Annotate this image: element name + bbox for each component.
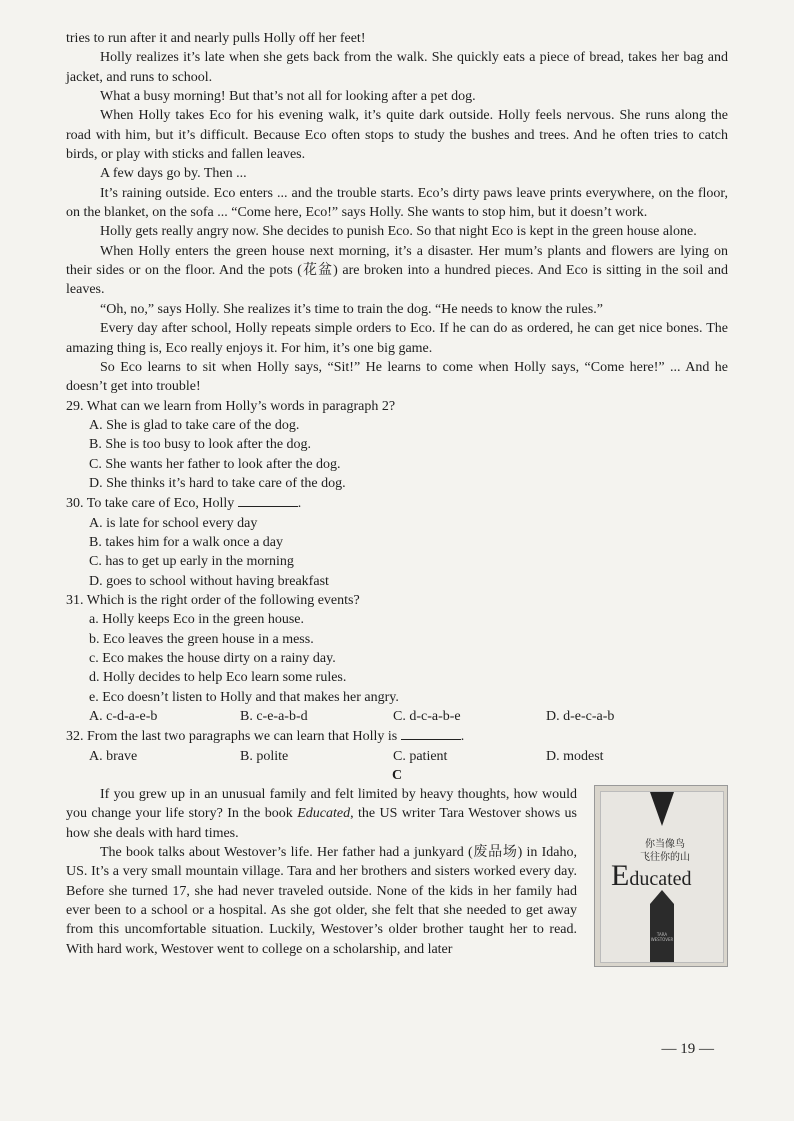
passage-paragraph: The book talks about Westover’s life. Her father had a junkyard (废品场) in Idaho, US. It’s a very small mountain village. Tara and her brothers and sisters worked every day. Before she turned 17, she had never traveled outside. None of the kids in her family had ever been to a school or a hospital. As she got older, she felt that she needed to get away from this uncomfortable situation. Luckily, Westover’s older brother taught her to read. With hard work, Westover went to college on a scholarship, and later: [66, 845, 577, 957]
question-stem-row: 32. From the last two paragraphs we can learn that Holly is .: [66, 726, 728, 746]
pencil-eraser-icon: [650, 792, 674, 826]
story-paragraph: It’s raining outside. Eco enters ... and the trouble starts. Eco’s dirty paws leave prints everywhere, on the floor, on the blanket, on the sofa ... “Come here, Eco!” says Holly. She wants to stop him, but it doesn’t work.: [66, 185, 728, 221]
option-a: A. She is glad to take care of the dog.: [89, 417, 300, 433]
book-title-rest: ducated: [629, 868, 692, 891]
book-title-initial: E: [611, 859, 630, 893]
question-stem: 31. Which is the right order of the following events?: [66, 592, 360, 608]
section-label: C: [391, 768, 403, 784]
book-cover-inner: [600, 791, 724, 963]
option-b: B. c-e-a-b-d: [240, 709, 308, 725]
question-stem: 30. To take care of Eco, Holly: [66, 496, 235, 512]
story-paragraph: What a busy morning! But that’s not all for looking after a pet dog.: [100, 89, 476, 105]
story-paragraph: Holly realizes it’s late when she gets back from the walk. She quickly eats a piece of bread, takes her bag and jacket, and runs to school.: [66, 50, 728, 85]
question-stem-row: 30. To take care of Eco, Holly .: [66, 493, 728, 513]
answer-blank: [238, 493, 298, 507]
event-c: c. Eco makes the house dirty on a rainy day.: [89, 651, 336, 666]
options-row: [66, 747, 728, 766]
page-number: — 19 —: [661, 1041, 714, 1057]
book-cover-image: [594, 785, 728, 967]
story-paragraph: Every day after school, Holly repeats simple orders to Eco. If he can do as ordered, he can get nice bones. The amazing thing is, Eco really enjoys it. For him, it’s one big game.: [66, 321, 728, 356]
question-32: [66, 726, 728, 766]
passage-text: If you grew up in an unusual family and felt limited by heavy thoughts, how would you change your life story? In the book: [66, 787, 577, 822]
story-paragraph: Holly gets really angry now. She decides to punish Eco. So that night Eco is kept in the green house alone.: [100, 224, 697, 240]
story-paragraph: A few days go by. Then ...: [100, 166, 247, 182]
answer-blank: [401, 726, 461, 740]
option-a: A. c-d-a-e-b: [89, 709, 158, 725]
event-d: d. Holly decides to help Eco learn some rules.: [89, 670, 347, 686]
story-paragraph: When Holly takes Eco for his evening walk, it’s quite dark outside. Holly feels nervous. She runs along the road with him, but it’s difficult. Because Eco often stops to study the bushes and trees. And he often tries to catch birds, or play with sticks and fallen leaves.: [66, 108, 728, 163]
pencil-tip-icon: [650, 890, 674, 904]
question-31: [66, 591, 728, 726]
book-cn-line: 飞往你的山: [640, 852, 690, 864]
book-cn-title: [633, 838, 697, 864]
option-a: A. brave: [89, 748, 138, 764]
story-paragraph: “Oh, no,” says Holly. She realizes it’s time to train the dog. “He needs to know the rules.”: [100, 301, 603, 317]
question-29: [66, 397, 728, 494]
story-paragraph: tries to run after it and nearly pulls Holly off her feet!: [66, 31, 366, 46]
options-row: [66, 707, 728, 726]
book-cn-line: 你当像鸟: [645, 839, 685, 851]
option-a: A. is late for school every day: [89, 515, 258, 531]
story-paragraph: When Holly enters the green house next morning, it’s a disaster. Her mum’s plants and flowers are lying on their sides or on the floor. And the pots (花盆) are broken into a hundred pieces. And Eco is sitting in the soil and leaves.: [66, 243, 728, 298]
story-paragraph: So Eco learns to sit when Holly says, “Sit!” He learns to come when Holly says, “Come here!” ... And he doesn’t get into trouble!: [66, 359, 728, 395]
option-c: C. has to get up early in the morning: [89, 554, 294, 570]
option-d: D. d-e-c-a-b: [546, 709, 615, 725]
book-title-inline: Educated: [297, 806, 351, 822]
option-c: C. She wants her father to look after the dog.: [89, 456, 341, 472]
event-a: a. Holly keeps Eco in the green house.: [89, 612, 304, 628]
option-d: D. She thinks it’s hard to take care of the dog.: [89, 475, 346, 491]
event-e: e. Eco doesn’t listen to Holly and that makes her angry.: [89, 689, 399, 705]
section-c-text: [66, 785, 577, 959]
option-c: C. d-c-a-b-e: [393, 709, 461, 725]
option-d: D. goes to school without having breakfast: [89, 573, 329, 589]
book-title: [611, 859, 692, 893]
question-stem: 29. What can we learn from Holly’s words in paragraph 2?: [66, 398, 396, 414]
option-b: B. polite: [240, 748, 289, 764]
option-d: D. modest: [546, 748, 604, 764]
option-b: B. takes him for a walk once a day: [89, 534, 283, 550]
question-30: [66, 493, 728, 591]
passage-paragraph: [66, 785, 577, 843]
passage-text: , the US writer Tara Westover shows us how she deals with hard times.: [66, 806, 578, 841]
book-author: TARA WESTOVER: [650, 932, 674, 943]
question-stem: 32. From the last two paragraphs we can learn that Holly is: [66, 729, 398, 745]
section-c-content: [66, 785, 728, 959]
option-b: B. She is too busy to look after the dog.: [89, 437, 312, 453]
option-c: C. patient: [393, 748, 448, 764]
event-b: b. Eco leaves the green house in a mess.: [89, 631, 314, 647]
